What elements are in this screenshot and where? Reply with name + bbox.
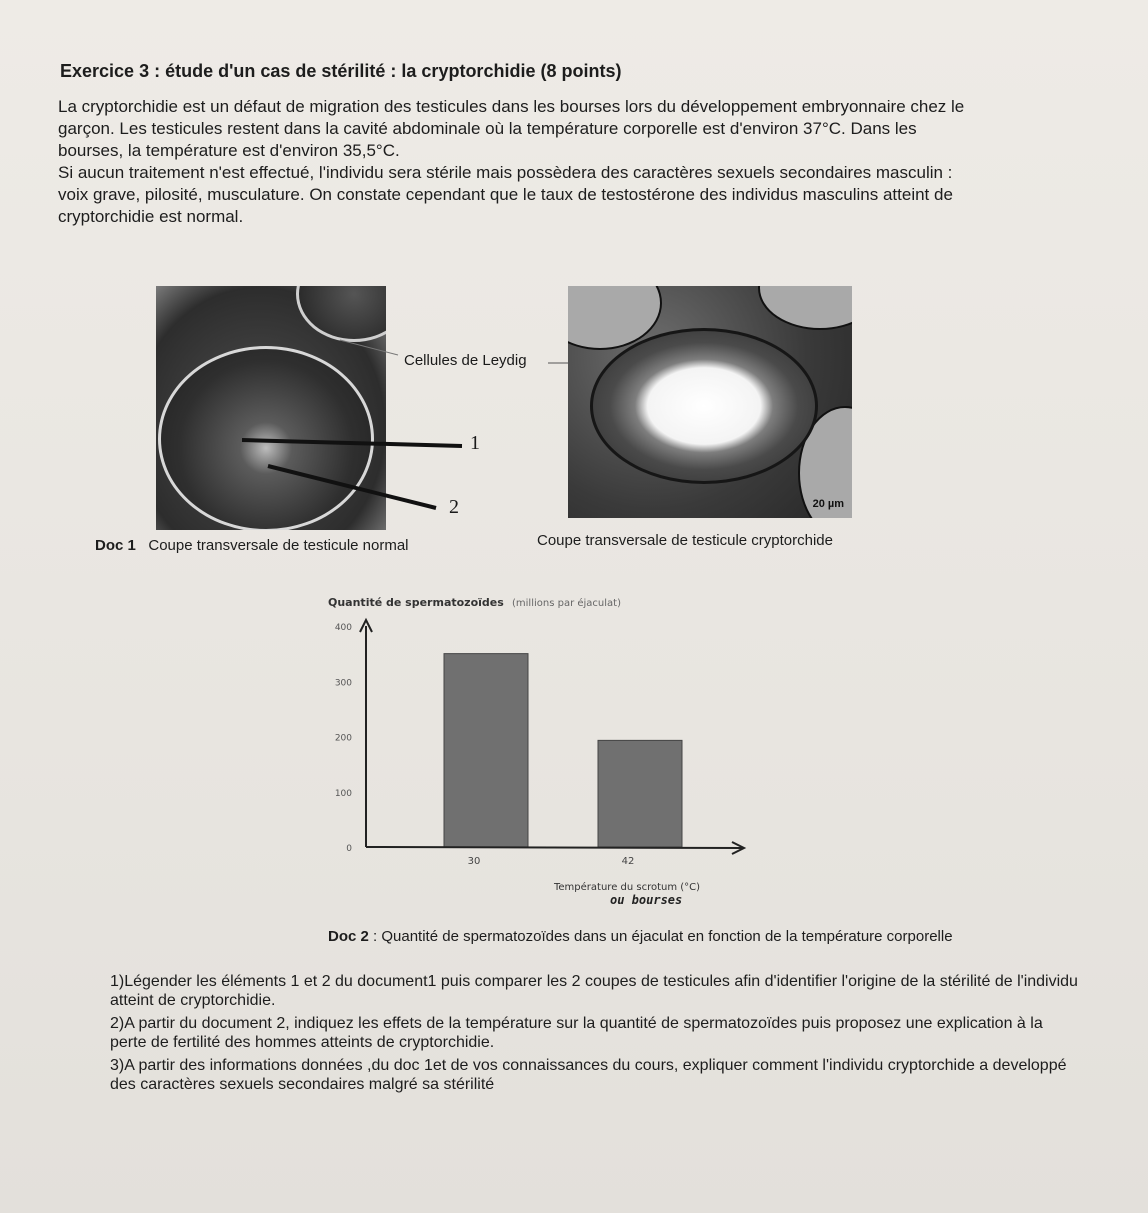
x-tick-label-30: 30 xyxy=(467,856,481,867)
intro-line: La cryptorchidie est un défaut de migration des testicules dans les bourses lors du développement embryonnaire chez le xyxy=(58,97,965,116)
x-tick-label-42: 42 xyxy=(621,856,635,867)
intro-line: bourses, la température est d'environ 35,5°C. xyxy=(58,141,400,160)
pointer-1 xyxy=(242,440,462,446)
doc2-caption-text: : Quantité de spermatozoïdes dans un éjaculat en fonction de la température corporelle xyxy=(368,928,953,945)
label-leydig-cells: Cellules de Leydig xyxy=(404,352,527,369)
questions-list xyxy=(110,972,1080,1098)
question-1: 1)Légender les éléments 1 et 2 du document1 puis comparer les 2 coupes de testicules afin d'identifier l'origine de la stérilité de l'individu atteint de cryptorchidie. xyxy=(110,973,1078,1009)
chart-bars xyxy=(444,654,682,847)
y-tick-label: 200 xyxy=(334,733,352,744)
x-axis-handwritten-note: ou bourses xyxy=(610,893,683,907)
chart-title-unit: (millions par éjaculat) xyxy=(512,598,621,609)
intro-line: garçon. Les testicules restent dans la cavité abdominale où la température corporelle est d'environ 37°C. Dans les xyxy=(58,119,917,138)
chart-canvas xyxy=(290,590,770,920)
scale-bar: 20 µm xyxy=(812,498,844,510)
chart-bar-30 xyxy=(444,654,528,847)
intro-line: voix grave, pilosité, musculature. On constate cependant que le taux de testostérone des individus masculins atteint de xyxy=(58,185,953,204)
caption-normal-text: Coupe transversale de testicule normal xyxy=(148,537,409,554)
question-2: 2)A partir du document 2, indiquez les effets de la température sur la quantité de spermatozoïdes puis proposez une explication à la perte de fertilité des hommes atteints de cryptorchidie. xyxy=(110,1015,1043,1051)
pointer-2 xyxy=(268,466,436,508)
x-axis xyxy=(366,847,742,848)
label-1: 1 xyxy=(470,432,480,454)
question-3: 3)A partir des informations données ,du doc 1et de vos connaissances du cours, expliquer comment l'individu cryptorchide a developpé des caractères sexuels secondaires malgré sa stérilité xyxy=(110,1057,1067,1093)
doc1-label: Doc 1 xyxy=(95,537,136,554)
label-2: 2 xyxy=(449,496,459,518)
y-tick-labels xyxy=(335,623,352,854)
y-tick-label: 400 xyxy=(334,623,352,633)
x-tick-labels xyxy=(468,856,635,867)
exercise-title: Exercice 3 : étude d'un cas de stérilité : la cryptorchidie (8 points) xyxy=(60,61,622,81)
y-tick-label: 100 xyxy=(334,788,352,799)
x-axis-label: Température du scrotum (°C) xyxy=(554,882,701,893)
doc1-caption-cryptorchid: Coupe transversale de testicule cryptorchide xyxy=(537,532,833,549)
leydig-pointer-left xyxy=(340,340,398,355)
y-tick-label: 300 xyxy=(334,678,352,689)
chart-title: Quantité de spermatozoïdes xyxy=(328,596,504,609)
chart-bar-42 xyxy=(598,740,682,847)
doc2-caption xyxy=(328,928,1048,945)
y-tick-label: 0 xyxy=(346,844,352,854)
intro-line: Si aucun traitement n'est effectué, l'individu sera stérile mais possèdera des caractères sexuels secondaires masculin : xyxy=(58,163,953,182)
sperm-quantity-chart xyxy=(290,590,770,920)
doc1-caption-normal xyxy=(95,537,409,554)
intro-line: cryptorchidie est normal. xyxy=(58,207,244,226)
doc2-label: Doc 2 xyxy=(328,928,369,945)
